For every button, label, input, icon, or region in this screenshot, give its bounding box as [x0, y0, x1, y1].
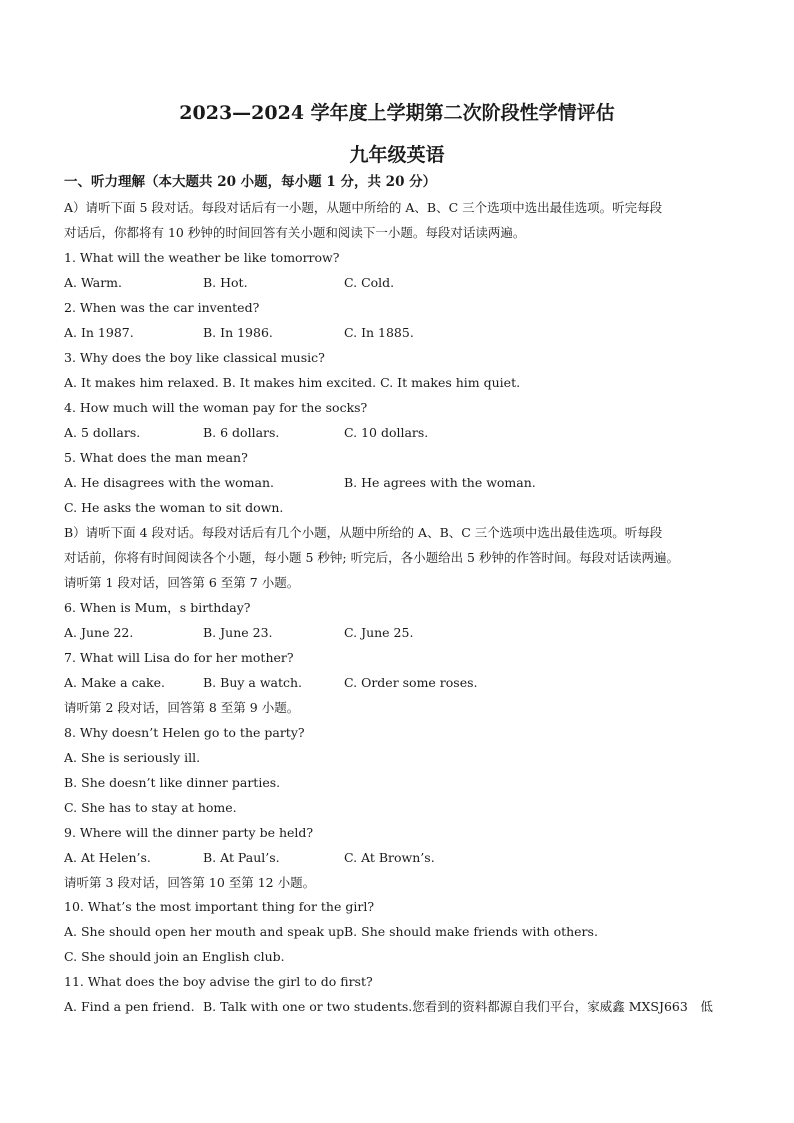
question-1-option-a: A. Warm.: [64, 275, 122, 290]
question-5-option-b: B. He agrees with the woman.: [344, 475, 536, 490]
part-b-instructions-line2: 对话前，你将有时间阅读各个小题，每小题 5 秒钟; 听完后，各小题给出 5 秒钟的作答时间。每段对话读两遍。: [64, 550, 679, 565]
question-6-option-b: B. June 23.: [203, 625, 273, 640]
part-a-instructions-line2: 对话后，你都将有 10 秒钟的时间回答有关小题和阅读下一小题。每段对话读两遍。: [64, 225, 526, 240]
question-4-option-a: A. 5 dollars.: [64, 425, 141, 440]
dialog-3-instruction: 请听第 3 段对话，回答第 10 至第 12 小题。: [64, 875, 316, 890]
part-b-instructions-line1: B）请听下面 4 段对话。每段对话后有几个小题，从题中所给的 A、B、C 三个选项中选出最佳选项。听每段: [64, 525, 663, 540]
question-11-option-b: B. Talk with one or two students.您看到的资料都源自我们平台，家威鑫 MXSJ663 低: [203, 999, 713, 1014]
question-9-option-a: A. At Helen’s.: [64, 850, 151, 865]
question-3-options: A. It makes him relaxed. B. It makes him excited. C. It makes him quiet.: [64, 375, 521, 390]
question-7-option-b: B. Buy a watch.: [203, 675, 303, 690]
question-9-stem: 9. Where will the dinner party be held?: [64, 825, 314, 840]
question-10-option-a: A. She should open her mouth and speak up.: [64, 924, 349, 939]
question-2-option-c: C. In 1885.: [344, 325, 414, 340]
question-8-option-c: C. She has to stay at home.: [64, 800, 237, 815]
question-10-stem: 10. What’s the most important thing for the girl?: [64, 899, 375, 914]
question-4-stem: 4. How much will the woman pay for the socks?: [64, 400, 368, 415]
question-11-stem: 11. What does the boy advise the girl to do first?: [64, 974, 373, 989]
question-10-option-c: C. She should join an English club.: [64, 949, 285, 964]
section-heading: 一、听力理解（本大题共 20 小题，每小题 1 分，共 20 分）: [64, 174, 437, 190]
question-6-option-c: C. June 25.: [344, 625, 414, 640]
dialog-1-instruction: 请听第 1 段对话，回答第 6 至第 7 小题。: [64, 575, 300, 590]
question-6-stem: 6. When is Mum，s birthday?: [64, 600, 251, 615]
question-5-option-a: A. He disagrees with the woman.: [64, 475, 275, 490]
question-2-option-a: A. In 1987.: [64, 325, 134, 340]
question-9-option-c: C. At Brown’s.: [344, 850, 435, 865]
question-1-stem: 1. What will the weather be like tomorrow?: [64, 250, 340, 265]
exam-title: 2023—2024 学年度上学期第二次阶段性学情评估: [179, 102, 615, 124]
question-5-option-c: C. He asks the woman to sit down.: [64, 500, 284, 515]
question-4-option-c: C. 10 dollars.: [344, 425, 429, 440]
question-4-option-b: B. 6 dollars.: [203, 425, 280, 440]
dialog-2-instruction: 请听第 2 段对话，回答第 8 至第 9 小题。: [64, 700, 300, 715]
question-1-option-c: C. Cold.: [344, 275, 395, 290]
question-3-stem: 3. Why does the boy like classical music?: [64, 350, 325, 365]
question-8-stem: 8. Why doesn’t Helen go to the party?: [64, 725, 305, 740]
exam-subtitle: 九年级英语: [349, 144, 445, 166]
question-2-stem: 2. When was the car invented?: [64, 300, 260, 315]
question-6-option-a: A. June 22.: [64, 625, 134, 640]
question-11-option-a: A. Find a pen friend.: [64, 999, 195, 1014]
part-a-instructions-line1: A）请听下面 5 段对话。每段对话后有一小题，从题中所给的 A、B、C 三个选项中选出最佳选项。听完每段: [64, 200, 663, 215]
question-5-stem: 5. What does the man mean?: [64, 450, 248, 465]
question-1-option-b: B. Hot.: [203, 275, 248, 290]
question-7-option-a: A. Make a cake.: [64, 675, 165, 690]
question-2-option-b: B. In 1986.: [203, 325, 273, 340]
question-10-option-b: B. She should make friends with others.: [344, 924, 598, 939]
question-7-option-c: C. Order some roses.: [344, 675, 478, 690]
question-7-stem: 7. What will Lisa do for her mother?: [64, 650, 294, 665]
question-8-option-a: A. She is seriously ill.: [64, 750, 201, 765]
question-9-option-b: B. At Paul’s.: [203, 850, 280, 865]
question-8-option-b: B. She doesn’t like dinner parties.: [64, 775, 281, 790]
